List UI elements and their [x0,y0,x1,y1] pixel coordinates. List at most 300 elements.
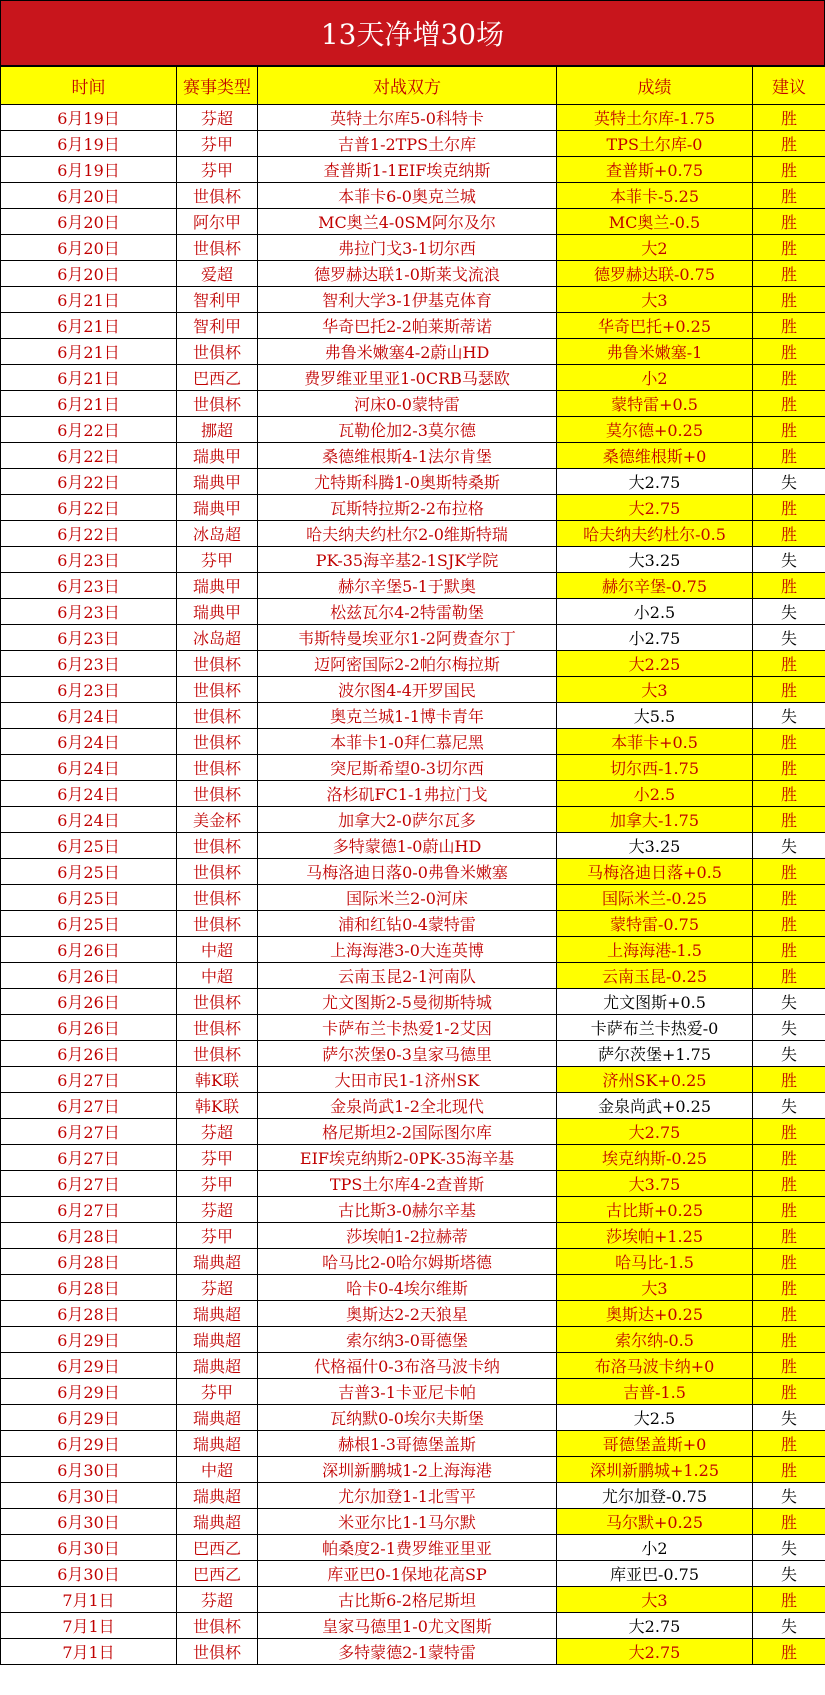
row-date: 6月23日 [1,625,177,651]
row-league: 瑞典甲 [177,573,258,599]
row-match: MC奥兰4-0SM阿尔及尔 [258,209,557,235]
row-date: 6月23日 [1,677,177,703]
table-row [1,807,825,833]
row-advice: 胜 [753,1379,825,1405]
row-league: 世俱杯 [177,989,258,1015]
row-match: 帕桑度2-1费罗维亚里亚 [258,1535,557,1561]
row-match: 迈阿密国际2-2帕尔梅拉斯 [258,651,557,677]
row-result: 本菲卡-5.25 [557,183,753,209]
row-league: 阿尔甲 [177,209,258,235]
table-row [1,1275,825,1301]
row-date: 6月22日 [1,521,177,547]
row-advice: 胜 [753,105,825,131]
row-advice: 胜 [753,209,825,235]
table-row [1,261,825,287]
row-match: 卡萨布兰卡热爱1-2艾因 [258,1015,557,1041]
row-result: 查普斯+0.75 [557,157,753,183]
row-league: 世俱杯 [177,703,258,729]
row-league: 世俱杯 [177,1041,258,1067]
row-date: 6月23日 [1,573,177,599]
row-league: 美金杯 [177,807,258,833]
row-league: 中超 [177,1457,258,1483]
row-match: 哈马比2-0哈尔姆斯塔德 [258,1249,557,1275]
row-date: 6月30日 [1,1535,177,1561]
row-result: 哈马比-1.5 [557,1249,753,1275]
row-match: 韦斯特曼埃亚尔1-2阿费查尔丁 [258,625,557,651]
row-advice: 胜 [753,1431,825,1457]
row-league: 世俱杯 [177,235,258,261]
row-league: 智利甲 [177,313,258,339]
row-date: 6月20日 [1,235,177,261]
row-date: 6月20日 [1,261,177,287]
row-match: 云南玉昆2-1河南队 [258,963,557,989]
row-advice: 胜 [753,1327,825,1353]
row-date: 6月23日 [1,599,177,625]
row-date: 6月21日 [1,287,177,313]
row-league: 瑞典甲 [177,443,258,469]
row-date: 6月22日 [1,469,177,495]
row-match: 松兹瓦尔4-2特雷勒堡 [258,599,557,625]
row-date: 6月21日 [1,313,177,339]
row-result: 大3 [557,1275,753,1301]
row-league: 瑞典超 [177,1301,258,1327]
row-league: 芬超 [177,1587,258,1613]
row-league: 世俱杯 [177,755,258,781]
row-match: 加拿大2-0萨尔瓦多 [258,807,557,833]
row-match: 奥克兰城1-1博卡青年 [258,703,557,729]
row-advice: 失 [753,1535,825,1561]
row-league: 世俱杯 [177,911,258,937]
row-date: 6月28日 [1,1249,177,1275]
table-row [1,625,825,651]
table-row [1,235,825,261]
row-advice: 胜 [753,313,825,339]
row-match: 德罗赫达联1-0斯莱戈流浪 [258,261,557,287]
row-date: 6月27日 [1,1067,177,1093]
row-date: 6月26日 [1,989,177,1015]
row-match: 桑德维根斯4-1法尔肯堡 [258,443,557,469]
row-league: 世俱杯 [177,651,258,677]
row-match: 弗拉门戈3-1切尔西 [258,235,557,261]
row-match: 瓦斯特拉斯2-2布拉格 [258,495,557,521]
table-row [1,1587,825,1613]
row-advice: 胜 [753,781,825,807]
row-result: 德罗赫达联-0.75 [557,261,753,287]
row-result: 英特土尔库-1.75 [557,105,753,131]
row-match: 赫尔辛堡5-1于默奥 [258,573,557,599]
row-date: 6月23日 [1,651,177,677]
row-match: 本菲卡1-0拜仁慕尼黑 [258,729,557,755]
row-league: 世俱杯 [177,183,258,209]
row-advice: 胜 [753,1275,825,1301]
row-league: 世俱杯 [177,1613,258,1639]
row-result: 卡萨布兰卡热爱-0 [557,1015,753,1041]
row-date: 6月27日 [1,1119,177,1145]
row-date: 6月27日 [1,1171,177,1197]
row-advice: 胜 [753,443,825,469]
row-advice: 胜 [753,157,825,183]
row-advice: 胜 [753,1119,825,1145]
row-league: 瑞典超 [177,1249,258,1275]
table-row [1,365,825,391]
row-date: 6月29日 [1,1431,177,1457]
row-date: 6月25日 [1,833,177,859]
row-advice: 失 [753,625,825,651]
table-row [1,1223,825,1249]
row-league: 芬甲 [177,547,258,573]
row-date: 6月21日 [1,339,177,365]
row-date: 6月30日 [1,1457,177,1483]
row-date: 6月24日 [1,703,177,729]
row-league: 巴西乙 [177,1535,258,1561]
row-result: 小2 [557,365,753,391]
row-date: 6月28日 [1,1301,177,1327]
row-advice: 胜 [753,1301,825,1327]
row-match: TPS土尔库4-2查普斯 [258,1171,557,1197]
row-league: 芬超 [177,1119,258,1145]
row-match: 费罗维亚里亚1-0CRB马瑟欧 [258,365,557,391]
row-league: 韩K联 [177,1067,258,1093]
row-date: 6月24日 [1,755,177,781]
row-date: 6月29日 [1,1379,177,1405]
row-result: 大3 [557,287,753,313]
table-row [1,1561,825,1587]
row-result: 大2.75 [557,495,753,521]
row-match: 多特蒙德2-1蒙特雷 [258,1639,557,1665]
row-league: 瑞典超 [177,1405,258,1431]
row-result: 桑德维根斯+0 [557,443,753,469]
row-match: 皇家马德里1-0尤文图斯 [258,1613,557,1639]
row-date: 6月27日 [1,1197,177,1223]
row-date: 6月21日 [1,365,177,391]
table-row [1,1509,825,1535]
row-league: 世俱杯 [177,859,258,885]
row-league: 挪超 [177,417,258,443]
row-advice: 胜 [753,1197,825,1223]
row-date: 7月1日 [1,1639,177,1665]
row-result: 小2.5 [557,599,753,625]
row-result: 赫尔辛堡-0.75 [557,573,753,599]
row-advice: 失 [753,1041,825,1067]
row-result: 埃克纳斯-0.25 [557,1145,753,1171]
row-advice: 胜 [753,1509,825,1535]
row-advice: 胜 [753,937,825,963]
row-result: 大3.25 [557,833,753,859]
row-match: 金泉尚武1-2全北现代 [258,1093,557,1119]
row-date: 6月19日 [1,105,177,131]
row-match: 尤特斯科腾1-0奥斯特桑斯 [258,469,557,495]
row-date: 6月19日 [1,157,177,183]
row-result: 蒙特雷-0.75 [557,911,753,937]
table-row [1,1535,825,1561]
row-league: 智利甲 [177,287,258,313]
row-league: 世俱杯 [177,677,258,703]
header-row [1,67,825,105]
row-advice: 失 [753,599,825,625]
row-result: 华奇巴托+0.25 [557,313,753,339]
row-match: 马梅洛迪日落0-0弗鲁米嫩塞 [258,859,557,885]
row-advice: 胜 [753,1171,825,1197]
row-result: 哥德堡盖斯+0 [557,1431,753,1457]
table-row [1,755,825,781]
row-league: 世俱杯 [177,729,258,755]
row-result: 索尔纳-0.5 [557,1327,753,1353]
row-date: 6月22日 [1,495,177,521]
table-row [1,469,825,495]
row-league: 瑞典超 [177,1353,258,1379]
row-advice: 失 [753,1015,825,1041]
table-row [1,1249,825,1275]
table-row [1,937,825,963]
row-date: 6月26日 [1,1041,177,1067]
row-league: 芬甲 [177,131,258,157]
row-advice: 胜 [753,339,825,365]
row-league: 芬甲 [177,1223,258,1249]
row-match: 查普斯1-1EIF埃克纳斯 [258,157,557,183]
row-result: 马尔默+0.25 [557,1509,753,1535]
row-match: 弗鲁米嫩塞4-2蔚山HD [258,339,557,365]
row-league: 韩K联 [177,1093,258,1119]
row-result: 大3 [557,677,753,703]
table-row [1,859,825,885]
row-advice: 失 [753,1093,825,1119]
table-row [1,313,825,339]
row-result: TPS土尔库-0 [557,131,753,157]
row-result: 尤尔加登-0.75 [557,1483,753,1509]
row-date: 6月30日 [1,1483,177,1509]
row-result: 大3.25 [557,547,753,573]
row-match: EIF埃克纳斯2-0PK-35海辛基 [258,1145,557,1171]
row-match: 英特土尔库5-0科特卡 [258,105,557,131]
table-row [1,1613,825,1639]
results-table [0,66,825,1665]
table-row [1,1041,825,1067]
row-result: 大2.75 [557,469,753,495]
row-result: 莫尔德+0.25 [557,417,753,443]
row-date: 6月24日 [1,807,177,833]
row-result: 国际米兰-0.25 [557,885,753,911]
row-date: 6月30日 [1,1561,177,1587]
table-row [1,521,825,547]
row-result: 尤文图斯+0.5 [557,989,753,1015]
row-league: 芬甲 [177,157,258,183]
row-league: 芬超 [177,1275,258,1301]
row-match: 吉普1-2TPS土尔库 [258,131,557,157]
row-date: 6月25日 [1,911,177,937]
row-advice: 胜 [753,885,825,911]
row-advice: 胜 [753,1145,825,1171]
row-league: 冰岛超 [177,521,258,547]
header-time: 时间 [1,67,177,105]
row-advice: 胜 [753,391,825,417]
row-result: 弗鲁米嫩塞-1 [557,339,753,365]
row-result: 哈夫纳夫约杜尔-0.5 [557,521,753,547]
row-advice: 失 [753,547,825,573]
row-advice: 胜 [753,755,825,781]
row-league: 巴西乙 [177,1561,258,1587]
row-match: 国际米兰2-0河床 [258,885,557,911]
row-advice: 失 [753,1613,825,1639]
row-advice: 胜 [753,1639,825,1665]
header-match: 对战双方 [258,67,557,105]
row-advice: 胜 [753,131,825,157]
table-row [1,573,825,599]
row-date: 6月21日 [1,391,177,417]
header-result: 成绩 [557,67,753,105]
row-advice: 胜 [753,651,825,677]
row-match: 库亚巴0-1保地花高SP [258,1561,557,1587]
row-result: 大3 [557,1587,753,1613]
row-league: 爱超 [177,261,258,287]
table-row [1,443,825,469]
table-row [1,209,825,235]
row-date: 6月30日 [1,1509,177,1535]
row-result: 莎埃帕+1.25 [557,1223,753,1249]
row-match: 代格福什0-3布洛马波卡纳 [258,1353,557,1379]
row-advice: 胜 [753,235,825,261]
row-league: 瑞典甲 [177,599,258,625]
table-row [1,833,825,859]
table-row [1,651,825,677]
table-row [1,417,825,443]
row-match: 多特蒙德1-0蔚山HD [258,833,557,859]
row-match: 瓦纳默0-0埃尔夫斯堡 [258,1405,557,1431]
row-result: 大3.75 [557,1171,753,1197]
table-row [1,1171,825,1197]
row-result: 大2.75 [557,1613,753,1639]
row-league: 世俱杯 [177,1639,258,1665]
row-result: 小2.75 [557,625,753,651]
row-date: 7月1日 [1,1613,177,1639]
table-row [1,989,825,1015]
row-date: 6月20日 [1,209,177,235]
row-date: 6月29日 [1,1405,177,1431]
row-advice: 失 [753,1483,825,1509]
table-row [1,599,825,625]
table-row [1,1145,825,1171]
row-date: 6月26日 [1,1015,177,1041]
row-league: 中超 [177,937,258,963]
row-advice: 失 [753,833,825,859]
row-match: 索尔纳3-0哥德堡 [258,1327,557,1353]
row-match: 深圳新鹏城1-2上海海港 [258,1457,557,1483]
row-result: 上海海港-1.5 [557,937,753,963]
row-match: PK-35海辛基2-1SJK学院 [258,547,557,573]
row-date: 6月20日 [1,183,177,209]
table-row [1,1093,825,1119]
row-match: 尤尔加登1-1北雪平 [258,1483,557,1509]
row-match: 格尼斯坦2-2国际图尔库 [258,1119,557,1145]
row-date: 6月24日 [1,781,177,807]
row-result: 大5.5 [557,703,753,729]
row-match: 华奇巴托2-2帕莱斯蒂诺 [258,313,557,339]
row-date: 6月25日 [1,859,177,885]
row-date: 6月26日 [1,963,177,989]
row-date: 6月26日 [1,937,177,963]
table-row [1,911,825,937]
row-advice: 胜 [753,287,825,313]
table-row [1,157,825,183]
row-league: 瑞典超 [177,1509,258,1535]
row-date: 6月24日 [1,729,177,755]
row-league: 瑞典甲 [177,469,258,495]
row-match: 河床0-0蒙特雷 [258,391,557,417]
row-advice: 失 [753,1561,825,1587]
row-advice: 胜 [753,1223,825,1249]
row-result: 奥斯达+0.25 [557,1301,753,1327]
row-match: 上海海港3-0大连英博 [258,937,557,963]
row-advice: 胜 [753,807,825,833]
table-row [1,183,825,209]
row-advice: 胜 [753,365,825,391]
row-league: 瑞典甲 [177,495,258,521]
row-advice: 失 [753,703,825,729]
row-result: 小2 [557,1535,753,1561]
row-advice: 胜 [753,261,825,287]
row-advice: 胜 [753,1353,825,1379]
row-advice: 胜 [753,911,825,937]
table-row [1,885,825,911]
table-row [1,287,825,313]
row-result: 库亚巴-0.75 [557,1561,753,1587]
row-advice: 胜 [753,521,825,547]
page-title: 13天净增30场 [0,0,825,66]
row-advice: 胜 [753,183,825,209]
row-league: 世俱杯 [177,1015,258,1041]
row-match: 萨尔茨堡0-3皇家马德里 [258,1041,557,1067]
table-row [1,547,825,573]
row-result: 蒙特雷+0.5 [557,391,753,417]
row-result: 小2.5 [557,781,753,807]
row-advice: 胜 [753,573,825,599]
table-row [1,105,825,131]
row-advice: 胜 [753,677,825,703]
row-match: 莎埃帕1-2拉赫蒂 [258,1223,557,1249]
row-league: 世俱杯 [177,391,258,417]
row-result: 济州SK+0.25 [557,1067,753,1093]
row-league: 瑞典超 [177,1327,258,1353]
row-result: 大2 [557,235,753,261]
row-league: 世俱杯 [177,781,258,807]
row-match: 本菲卡6-0奥克兰城 [258,183,557,209]
row-advice: 胜 [753,1587,825,1613]
row-advice: 胜 [753,859,825,885]
table-row [1,1431,825,1457]
row-result: 大2.75 [557,1639,753,1665]
table-row [1,131,825,157]
row-date: 6月27日 [1,1093,177,1119]
row-league: 世俱杯 [177,833,258,859]
row-advice: 失 [753,469,825,495]
row-match: 智利大学3-1伊基克体育 [258,287,557,313]
row-result: 吉普-1.5 [557,1379,753,1405]
row-league: 芬超 [177,105,258,131]
table-row [1,1327,825,1353]
row-match: 古比斯3-0赫尔辛基 [258,1197,557,1223]
row-date: 6月29日 [1,1353,177,1379]
table-row [1,781,825,807]
table-row [1,677,825,703]
header-league: 赛事类型 [177,67,258,105]
row-advice: 失 [753,989,825,1015]
row-result: MC奥兰-0.5 [557,209,753,235]
row-advice: 胜 [753,1249,825,1275]
row-match: 哈夫纳夫约杜尔2-0维斯特瑞 [258,521,557,547]
table-row [1,963,825,989]
table-row [1,703,825,729]
row-league: 芬超 [177,1197,258,1223]
table-row [1,1301,825,1327]
